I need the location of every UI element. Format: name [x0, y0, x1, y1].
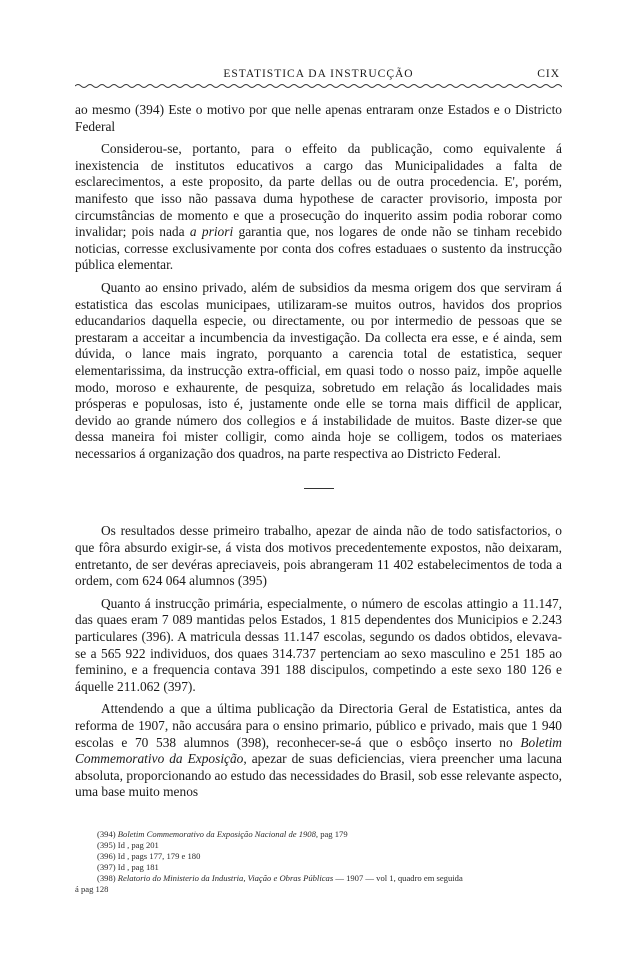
footnote-text: Id , pag 201: [117, 839, 159, 850]
footnote-number: (398): [97, 872, 116, 883]
paragraph-6-cont: , apezar de suas deficiencias, viera preencher uma lacuna absoluta, proporcionando ao estudo das necessidades do Brasil, sob esse relevante aspecto, uma base muito menos: [75, 751, 562, 800]
footnote-395: [75, 840, 562, 851]
paragraph-5: Quanto á instrucção primária, especialmente, o número de escolas attingio a 11.147, das quaes eram 7 089 mantidas pelos Estados, 1 815 dependentes dos Municipios e 2.243 particulares (396). A matricula dessas 11.147 escolas, segundo os dados obtidos, elevava-se a 565 922 individuos, dos quaes 314.737 pertenciam ao sexo masculino e 251 185 ao feminino, e a frequencia contava 391 188 discipulos, competindo a este sexo 180 126 e áquelle 211.062 (397).: [75, 595, 562, 694]
paragraph-1: ao mesmo (394) Este o motivo por que nelle apenas entraram onze Estados e o Districto Federal: [75, 102, 562, 134]
footnote-text: Id , pag 181: [117, 861, 159, 872]
italic-boletim: Boletim Commemorativo da Exposição: [75, 734, 562, 767]
paragraph-3: Quanto ao ensino privado, além de subsidios da mesma origem dos que serviram á estatistica das escolas municipaes, utilizaram-se muitos outros, havidos dos proprios educandarios daquella especie, ou directamente, ou por intermedio de pessoas que se prestaram a acceitar a incumbencia da investigação. Da collecta era esse, e é ainda, sem dúvida, o lance mais ingrato, porquanto a carencia total de estatistica, sequer elementarissima, da instrucção extra-official, em quasi todo o nosso paiz, impõe aquelle modo, moroso e exhaurente, de pesquiza, sobretudo em relação ás localidades mais prósperas e populosas, isto é, justamente onde elle se torna mais difficil de applicar, devido ao grande número dos collegios e á instabilidade de muitos. Baste dizer-se que dessa maneira foi mister colligir, como ainda hoje se colligem, todos os materiaes necessarios á organização dos quadros, na parte respectiva ao Districto Federal.: [75, 279, 562, 461]
italic-a-priori: a priori: [189, 224, 234, 240]
paragraph-2: [75, 141, 562, 274]
running-header: [75, 60, 562, 80]
paragraph-6: [75, 701, 562, 801]
footnote-text: — 1907 — vol 1, quadro em seguida: [333, 872, 463, 883]
document-page: [75, 60, 562, 895]
footnote-text: Id , pags 177, 179 e 180: [117, 850, 201, 861]
running-title: ESTATISTICA DA INSTRUCÇÃO: [223, 68, 414, 80]
footnote-italic: Boletim Commemorativo da Exposição Nacional de 1908,: [117, 828, 319, 839]
section-separator: [304, 488, 334, 489]
page-number: CIX: [537, 68, 560, 80]
footnote-italic: Relatorio do Ministerio da Industria, Viação e Obras Públicas: [117, 872, 334, 883]
paragraph-6-text: Attendendo a que a última publicação da Directoria Geral de Estatistica, antes da reforma de 1907, não accusára para o ensino primario, público e privado, mais que 1 940 escolas e 70 538 alumnos (398), reconhecer-se-á que o esbôço inserto no: [75, 701, 562, 750]
footnote-394: [75, 829, 562, 840]
footnote-number: (395): [97, 839, 116, 850]
paragraph-4: Os resultados desse primeiro trabalho, apezar de ainda não de todo satisfactorios, o que fôra absurdo exigir-se, á vista dos motivos precedentemente expostos, não deixaram, entretanto, de ser devéras apreciaveis, pois abrangeram 11 402 estabelecimentos de toda a ordem, com 624 064 alumnos (395): [75, 523, 562, 589]
footnote-397: [75, 862, 562, 873]
wavy-rule: [75, 82, 562, 90]
footnote-396: [75, 851, 562, 862]
paragraph-2-text: Considerou-se, portanto, para o effeito da publicação, como equivalente á inexistencia de institutos educativos a cargo das Municipalidades a falta de esclarecimentos, a este proposito, da parte dellas ou de outra procedencia. E', porém, manifesto que isso não passava duma hypothese de caracter provisorio, imposta por circumstâncias de momento e que a prosecução do inquerito assim podia roborar como invalidar; pois nada: [75, 141, 562, 240]
footnote-398: [75, 873, 562, 884]
footnote-number: (397): [97, 861, 116, 872]
footnote-number: (394): [97, 828, 116, 839]
footnotes: [75, 829, 562, 895]
footnote-number: (396): [97, 850, 116, 861]
paragraph-2-cont: garantia que, nos logares de onde não se tinham recebido noticias, corresse exclusivamente por conta dos cofres estaduaes o sustento da instrucção pública elementar.: [75, 224, 562, 273]
footnote-398-continuation: á pag 128: [75, 883, 109, 894]
footnote-text: pag 179: [318, 828, 348, 839]
